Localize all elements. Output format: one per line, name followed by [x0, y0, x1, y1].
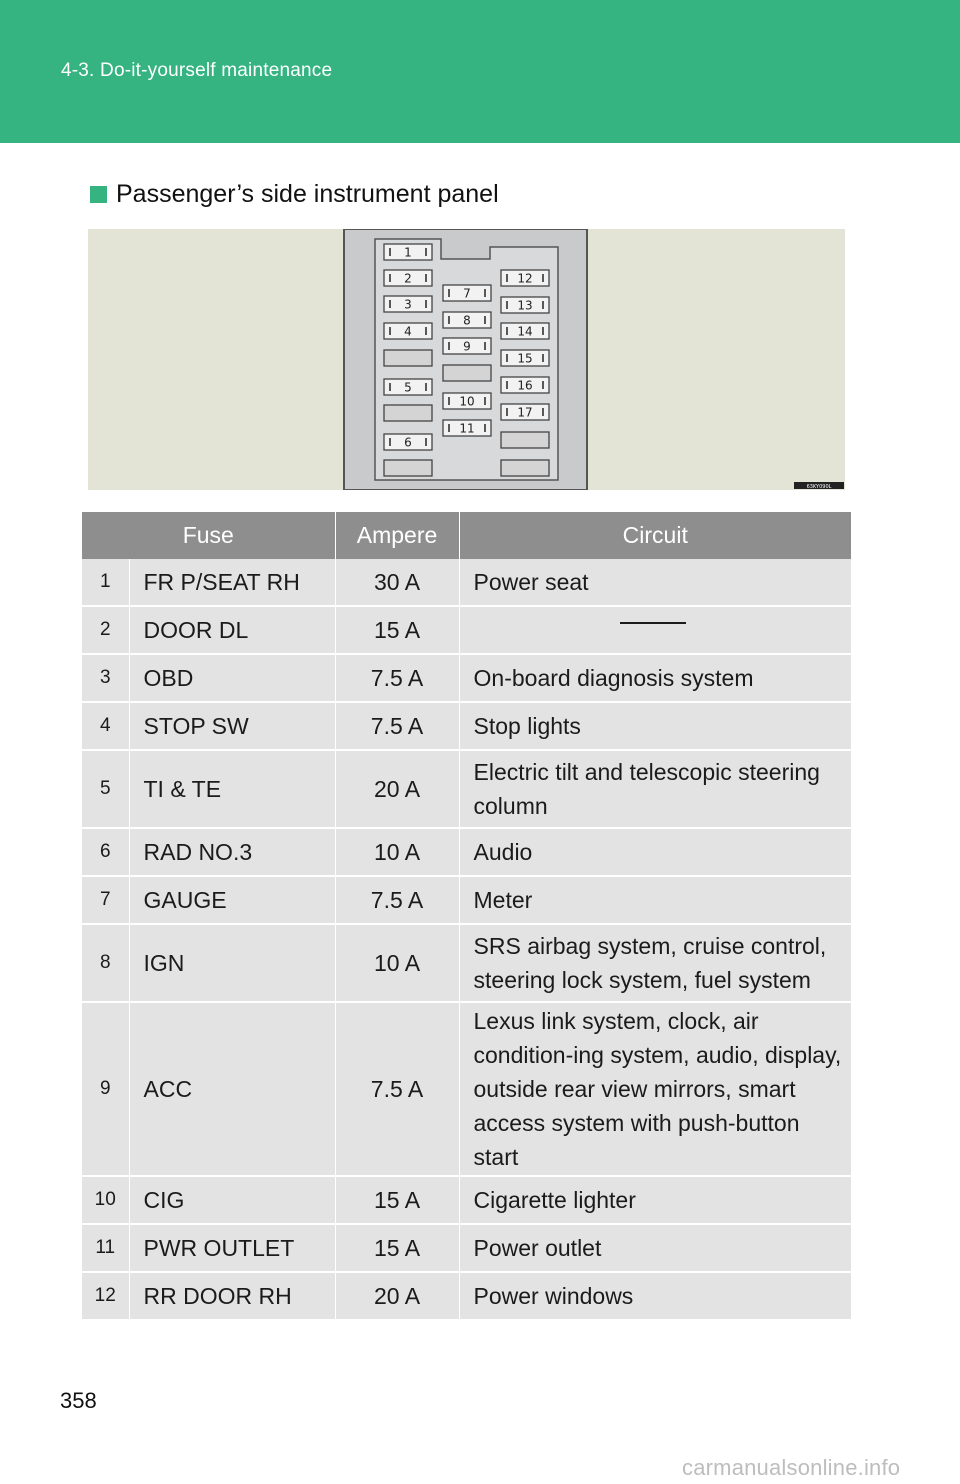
circuit-cell: SRS airbag system, cruise control, steering lock system, fuel system [459, 924, 851, 1002]
fuse-name-cell: IGN [129, 924, 335, 1002]
empty-fuse-slot [501, 432, 549, 448]
ampere-cell: 30 A [335, 559, 459, 606]
fuse-slot-label: 14 [517, 324, 533, 339]
fuse-name-cell: RAD NO.3 [129, 828, 335, 876]
fuse-name-cell: FR P/SEAT RH [129, 559, 335, 606]
fuse-number-cell: 8 [82, 924, 129, 1002]
header-band [0, 0, 960, 143]
table-row [82, 750, 851, 828]
table-row [82, 702, 851, 750]
ampere-cell: 7.5 A [335, 702, 459, 750]
ampere-cell: 10 A [335, 924, 459, 1002]
fuse-slot-outline [384, 460, 432, 476]
section-heading [90, 180, 499, 209]
circuit-cell: Power outlet [459, 1224, 851, 1272]
circuit-cell [459, 606, 851, 654]
table-row [82, 1002, 851, 1176]
fuse-slot [384, 296, 432, 312]
circuit-cell: Lexus link system, clock, air condition-ing system, audio, display, outside rear view mirrors, smart access system with push-button start [459, 1002, 851, 1176]
ampere-cell: 20 A [335, 1272, 459, 1320]
ampere-cell: 7.5 A [335, 876, 459, 924]
fuse-slot [384, 379, 432, 395]
circuit-cell: Power windows [459, 1272, 851, 1320]
empty-fuse-slot [384, 350, 432, 366]
circuit-cell: Power seat [459, 559, 851, 606]
empty-fuse-slot [384, 405, 432, 421]
fuse-number-cell: 7 [82, 876, 129, 924]
fuse-name-cell: DOOR DL [129, 606, 335, 654]
fuse-number-cell: 9 [82, 1002, 129, 1176]
fuse-number-cell: 4 [82, 702, 129, 750]
fuse-slot-label: 9 [463, 339, 471, 354]
ampere-cell: 10 A [335, 828, 459, 876]
fuse-name-cell: OBD [129, 654, 335, 702]
table-row [82, 1272, 851, 1320]
fuse-slot-label: 17 [517, 405, 533, 420]
no-circuit-dash [620, 622, 686, 624]
table-row [82, 876, 851, 924]
table-row [82, 559, 851, 606]
fuse-slot-outline [384, 350, 432, 366]
table-row [82, 1176, 851, 1224]
fuse-slot-label: 15 [517, 351, 533, 366]
square-bullet-icon [90, 186, 107, 203]
fuse-slot-outline [501, 460, 549, 476]
fuse-box-illustration [88, 229, 845, 490]
ampere-cell: 7.5 A [335, 654, 459, 702]
fuse-slot-label: 16 [517, 378, 533, 393]
diagram-code: 63KY090L [806, 484, 832, 490]
fuse-slot [443, 312, 491, 328]
ampere-cell: 15 A [335, 1176, 459, 1224]
fuse-slot [443, 338, 491, 354]
fuse-number-cell: 1 [82, 559, 129, 606]
empty-fuse-slot [384, 460, 432, 476]
empty-fuse-slot [501, 460, 549, 476]
fuse-slot [501, 404, 549, 420]
fuse-slot-label: 2 [404, 271, 412, 286]
fuse-name-cell: ACC [129, 1002, 335, 1176]
fuse-number-cell: 12 [82, 1272, 129, 1320]
chapter-title: 4-3. Do-it-yourself maintenance [61, 60, 333, 81]
fuse-slot-label: 6 [404, 435, 412, 450]
header-fuse: Fuse [82, 512, 335, 559]
fuse-slot-label: 1 [404, 245, 412, 260]
fuse-number-cell: 2 [82, 606, 129, 654]
fuse-name-cell: STOP SW [129, 702, 335, 750]
fuse-slot [501, 323, 549, 339]
fuse-number-cell: 10 [82, 1176, 129, 1224]
fuse-name-cell: GAUGE [129, 876, 335, 924]
fuse-number-cell: 11 [82, 1224, 129, 1272]
fuse-slot-outline [384, 405, 432, 421]
ampere-cell: 20 A [335, 750, 459, 828]
table-row [82, 1224, 851, 1272]
table-header-row [82, 512, 851, 559]
fuse-name-cell: CIG [129, 1176, 335, 1224]
fuse-slot-label: 3 [404, 297, 412, 312]
table-row [82, 654, 851, 702]
fuse-slot-label: 13 [517, 298, 533, 313]
circuit-cell: Audio [459, 828, 851, 876]
ampere-cell: 15 A [335, 606, 459, 654]
fuse-name-cell: TI & TE [129, 750, 335, 828]
section-heading-text: Passenger’s side instrument panel [116, 180, 499, 208]
fuse-slot [501, 270, 549, 286]
fuse-number-cell: 3 [82, 654, 129, 702]
fuse-slot [384, 270, 432, 286]
fuse-slot-label: 11 [459, 421, 475, 436]
fuse-slot [501, 350, 549, 366]
fuse-number-cell: 5 [82, 750, 129, 828]
fuse-slot [501, 297, 549, 313]
fuse-slot [384, 323, 432, 339]
fuse-slot-label: 10 [459, 394, 475, 409]
watermark: carmanualsonline.info [682, 1455, 901, 1480]
fuse-slot [384, 244, 432, 260]
fuse-slot-label: 12 [517, 271, 533, 286]
fuse-slot-outline [501, 432, 549, 448]
header-circuit: Circuit [459, 512, 851, 559]
header-ampere: Ampere [335, 512, 459, 559]
fuse-slot [501, 377, 549, 393]
fuse-slot-label: 4 [404, 324, 412, 339]
page-number: 358 [60, 1388, 97, 1413]
fuse-box-diagram [88, 229, 845, 490]
fuse-slot-label: 7 [463, 286, 471, 301]
circuit-cell: On-board diagnosis system [459, 654, 851, 702]
circuit-cell: Meter [459, 876, 851, 924]
fuse-table [82, 512, 851, 1321]
table-row [82, 828, 851, 876]
ampere-cell: 15 A [335, 1224, 459, 1272]
fuse-slot [443, 285, 491, 301]
fuse-slot [443, 393, 491, 409]
fuse-slot-outline [443, 365, 491, 381]
circuit-cell: Stop lights [459, 702, 851, 750]
fuse-slot [443, 420, 491, 436]
fuse-slot-label: 8 [463, 313, 471, 328]
circuit-cell: Electric tilt and telescopic steering column [459, 750, 851, 828]
ampere-cell: 7.5 A [335, 1002, 459, 1176]
fuse-slot-label: 5 [404, 380, 412, 395]
table-row [82, 606, 851, 654]
circuit-cell: Cigarette lighter [459, 1176, 851, 1224]
table-row [82, 924, 851, 1002]
fuse-name-cell: PWR OUTLET [129, 1224, 335, 1272]
empty-fuse-slot [443, 365, 491, 381]
fuse-slot [384, 434, 432, 450]
fuse-name-cell: RR DOOR RH [129, 1272, 335, 1320]
fuse-number-cell: 6 [82, 828, 129, 876]
